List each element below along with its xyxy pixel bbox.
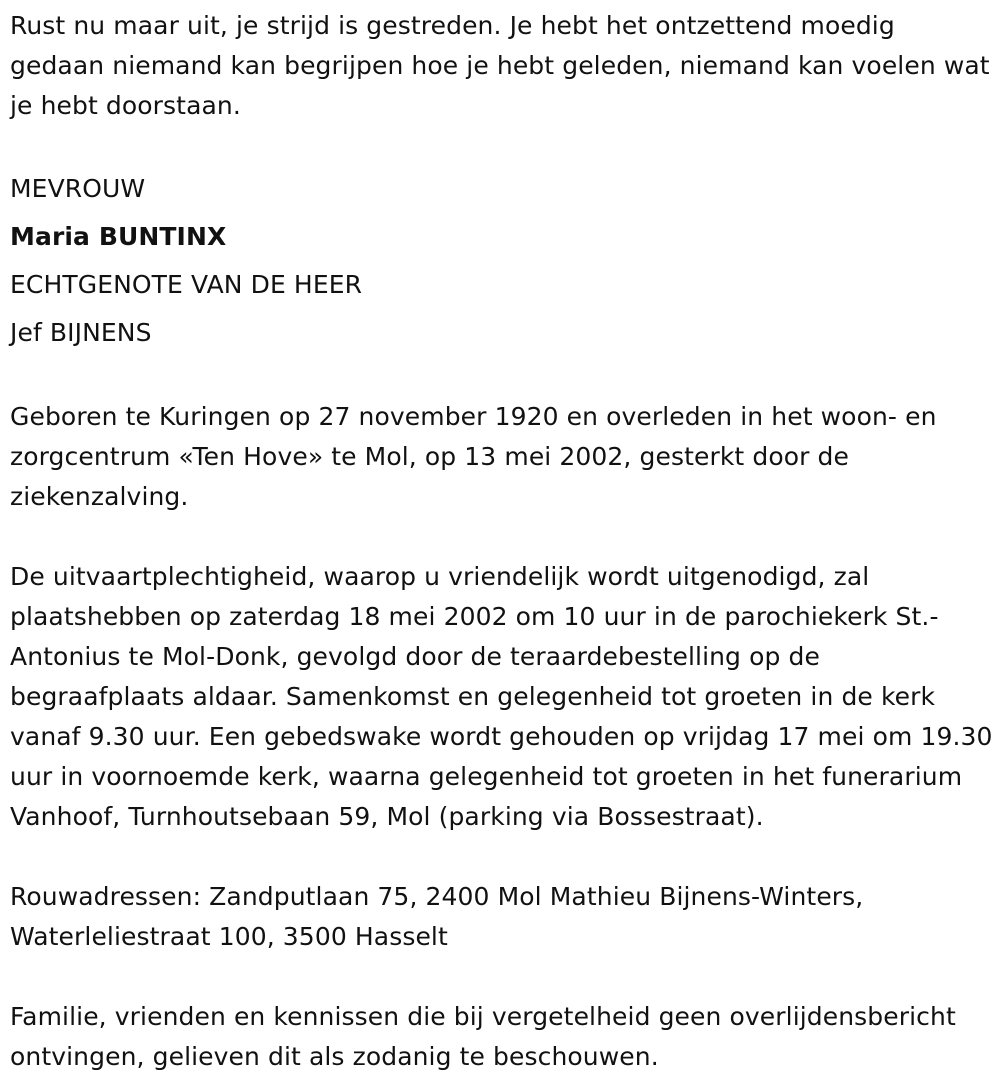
birth-death-paragraph: Geboren te Kuringen op 27 november 1920 en overleden in het woon- en zorgcentrum «Ten Hove» te Mol, op 13 mei 2002, gesterkt door de ziekenzalving. xyxy=(10,402,937,511)
deceased-name: Maria BUNTINX xyxy=(10,222,227,251)
name-block xyxy=(10,165,995,357)
spacer xyxy=(10,126,995,166)
funeral-paragraph: De uitvaartplechtigheid, waarop u vriendelijk wordt uitgenodigd, zal plaatshebben op zaterdag 18 mei 2002 om 10 uur in de parochiekerk St.-Antonius te Mol-Donk, gevolgd door de teraardebestelling op de begraafplaats aldaar. Samenkomst en gelegenheid tot groeten in de kerk vanaf 9.30 uur. Een gebedswake wordt gehouden op vrijdag 17 mei om 19.30 uur in voornoemde kerk, waarna gelegenheid tot groeten in het funerarium Vanhoof, Turnhoutsebaan 59, Mol (parking via Bossestraat). xyxy=(10,562,993,831)
title-line: MEVROUW xyxy=(10,174,146,203)
relation-line: ECHTGENOTE VAN DE HEER xyxy=(10,270,363,299)
spacer xyxy=(10,517,995,557)
addresses-paragraph: Rouwadressen: Zandputlaan 75, 2400 Mol Mathieu Bijnens-Winters, Waterleliestraat 100, 3500 Hasselt xyxy=(10,882,864,951)
spacer xyxy=(10,837,995,877)
intro-paragraph: Rust nu maar uit, je strijd is gestreden. Je hebt het ontzettend moedig gedaan niemand kan begrijpen hoe je hebt geleden, niemand kan voelen wat je hebt doorstaan. xyxy=(10,11,990,120)
spacer xyxy=(10,357,995,397)
spouse-name: Jef BIJNENS xyxy=(10,318,152,347)
spacer xyxy=(10,957,995,997)
closing-paragraph: Familie, vrienden en kennissen die bij vergetelheid geen overlijdensbericht ontvingen, gelieven dit als zodanig te beschouwen. xyxy=(10,1002,956,1071)
obituary-document xyxy=(10,6,995,1077)
